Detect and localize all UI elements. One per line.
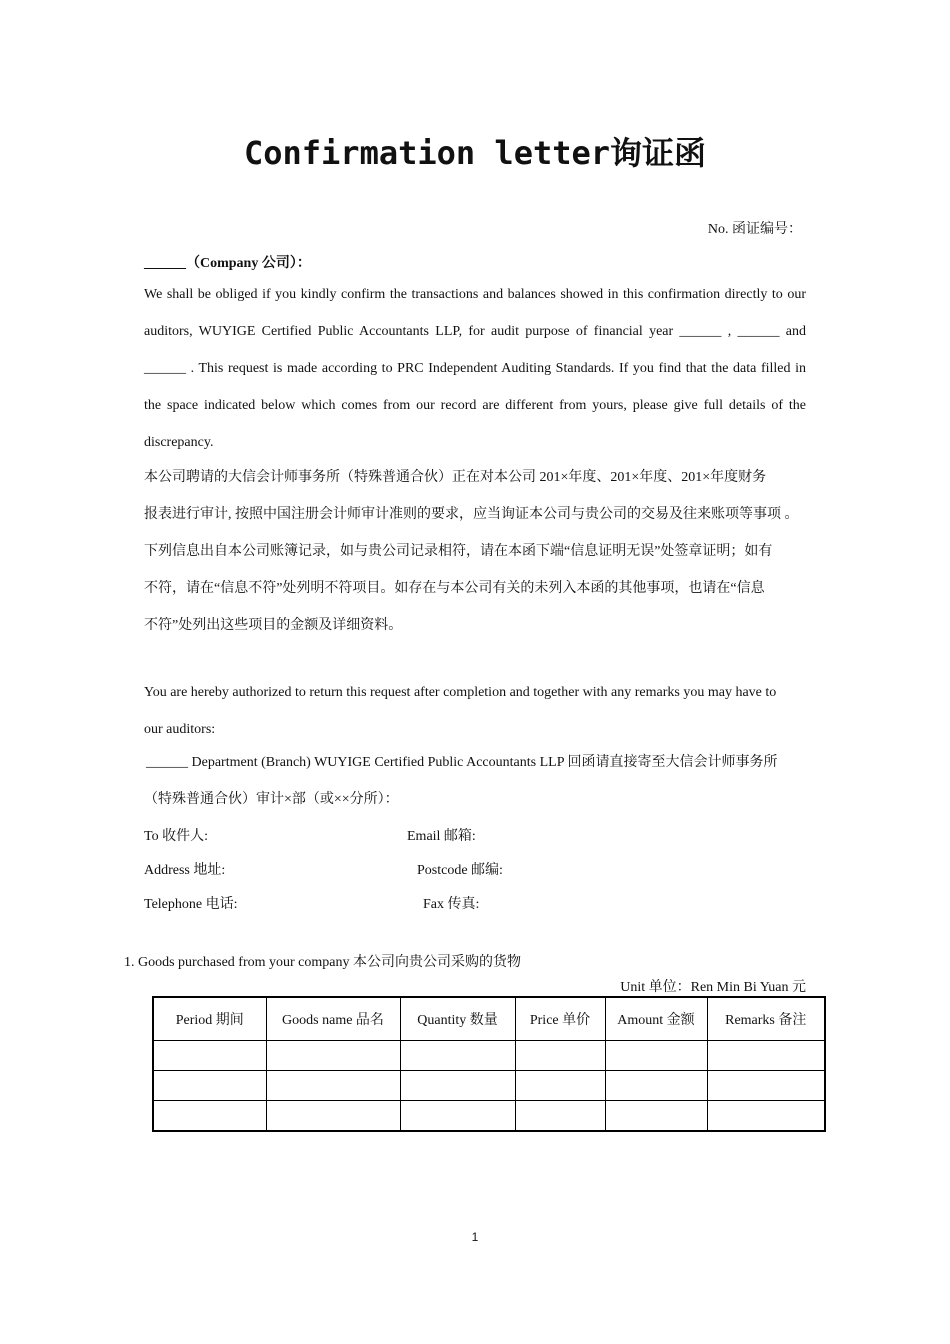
table-cell[interactable]: [400, 1101, 515, 1132]
table-row: [153, 1071, 825, 1101]
recipient-label: To 收件人:: [144, 829, 208, 844]
table-cell[interactable]: [266, 1101, 400, 1132]
table-cell[interactable]: [515, 1101, 605, 1132]
unit-label: Unit 单位：Ren Min Bi Yuan 元: [620, 980, 806, 995]
english-paragraph: [144, 276, 806, 461]
addressee-blank: ______: [144, 256, 186, 271]
addressee-label: （Company 公司）：: [186, 256, 311, 271]
column-header-goods-name: Goods name 品名: [266, 997, 400, 1041]
cn-line: 不符，请在“信息不符”处列明不符项目。如存在与本公司有关的未列入本函的其他事项，也请在“信息: [144, 581, 765, 596]
table-cell[interactable]: [266, 1071, 400, 1101]
column-header-quantity: Quantity 数量: [400, 997, 515, 1041]
auth-line: our auditors:: [144, 722, 216, 737]
column-header-period: Period 期间: [153, 997, 266, 1041]
cn-line: 下列信息出自本公司账簿记录，如与贵公司记录相符，请在本函下端“信息证明无误”处签章证明；如有: [144, 544, 773, 559]
table-cell[interactable]: [400, 1071, 515, 1101]
table-row: [153, 1041, 825, 1071]
table-cell[interactable]: [153, 1071, 266, 1101]
en-line: the space indicated below which comes from our record are different from yours, please give full details of the: [144, 398, 806, 413]
table-cell[interactable]: [707, 1071, 825, 1101]
letter-number: No. 函证编号：: [707, 222, 802, 237]
table-row: [153, 1101, 825, 1132]
column-header-remarks: Remarks 备注: [707, 997, 825, 1041]
column-header-price: Price 单价: [515, 997, 605, 1041]
cn-line: 本公司聘请的大信会计师事务所（特殊普通合伙）正在对本公司 201×年度、201×年度、201×年度财务: [144, 470, 767, 485]
email-label: Email 邮箱:: [407, 829, 476, 844]
fax-label: Fax 传真:: [423, 897, 480, 912]
cn-line: 报表进行审计, 按照中国注册会计师审计准则的要求，应当询证本公司与贵公司的交易及往来账项等事项 。: [144, 507, 799, 522]
title-cn: 询证函: [610, 134, 707, 172]
page-number: 1: [471, 1230, 479, 1244]
cn-line: 不符”处列出这些项目的金额及详细资料。: [144, 618, 403, 633]
table-cell[interactable]: [707, 1041, 825, 1071]
table-cell[interactable]: [605, 1041, 707, 1071]
page-title: [0, 128, 950, 174]
en-line: discrepancy.: [144, 435, 214, 450]
section-heading: 1. Goods purchased from your company 本公司向贵公司采购的货物: [124, 955, 522, 970]
goods-table: [152, 996, 826, 1132]
table-header-row: [153, 997, 825, 1041]
column-header-amount: Amount 金额: [605, 997, 707, 1041]
table-cell[interactable]: [605, 1101, 707, 1132]
table-cell[interactable]: [400, 1041, 515, 1071]
title-en: Confirmation letter: [243, 134, 611, 172]
en-line: ______ . This request is made according to PRC Independent Auditing Standards. If you find that the data filled in: [144, 361, 806, 376]
table-cell[interactable]: [153, 1041, 266, 1071]
address-label: Address 地址:: [144, 863, 226, 878]
department-paragraph: [146, 744, 808, 818]
table-cell[interactable]: [515, 1071, 605, 1101]
table-cell[interactable]: [153, 1101, 266, 1132]
en-line: auditors, WUYIGE Certified Public Accountants LLP, for audit purpose of financial year ______ , ______ and: [144, 324, 806, 339]
telephone-label: Telephone 电话:: [144, 897, 238, 912]
table-cell[interactable]: [605, 1071, 707, 1101]
table-cell[interactable]: [707, 1101, 825, 1132]
authorization-paragraph: [144, 674, 806, 748]
dept-line: ______ Department (Branch) WUYIGE Certified Public Accountants LLP 回函请直接寄至大信会计师事务所: [146, 755, 778, 770]
table-cell[interactable]: [266, 1041, 400, 1071]
dept-line: （特殊普通合伙）审计×部（或××分所）：: [144, 792, 399, 807]
addressee-line: [144, 252, 311, 272]
table-cell[interactable]: [515, 1041, 605, 1071]
auth-line: You are hereby authorized to return this request after completion and together with any remarks you may have to: [144, 685, 777, 700]
en-line: We shall be obliged if you kindly confirm the transactions and balances showed in this confirmation directly to our: [144, 287, 806, 302]
postcode-label: Postcode 邮编:: [417, 863, 503, 878]
chinese-paragraph: [144, 459, 814, 644]
